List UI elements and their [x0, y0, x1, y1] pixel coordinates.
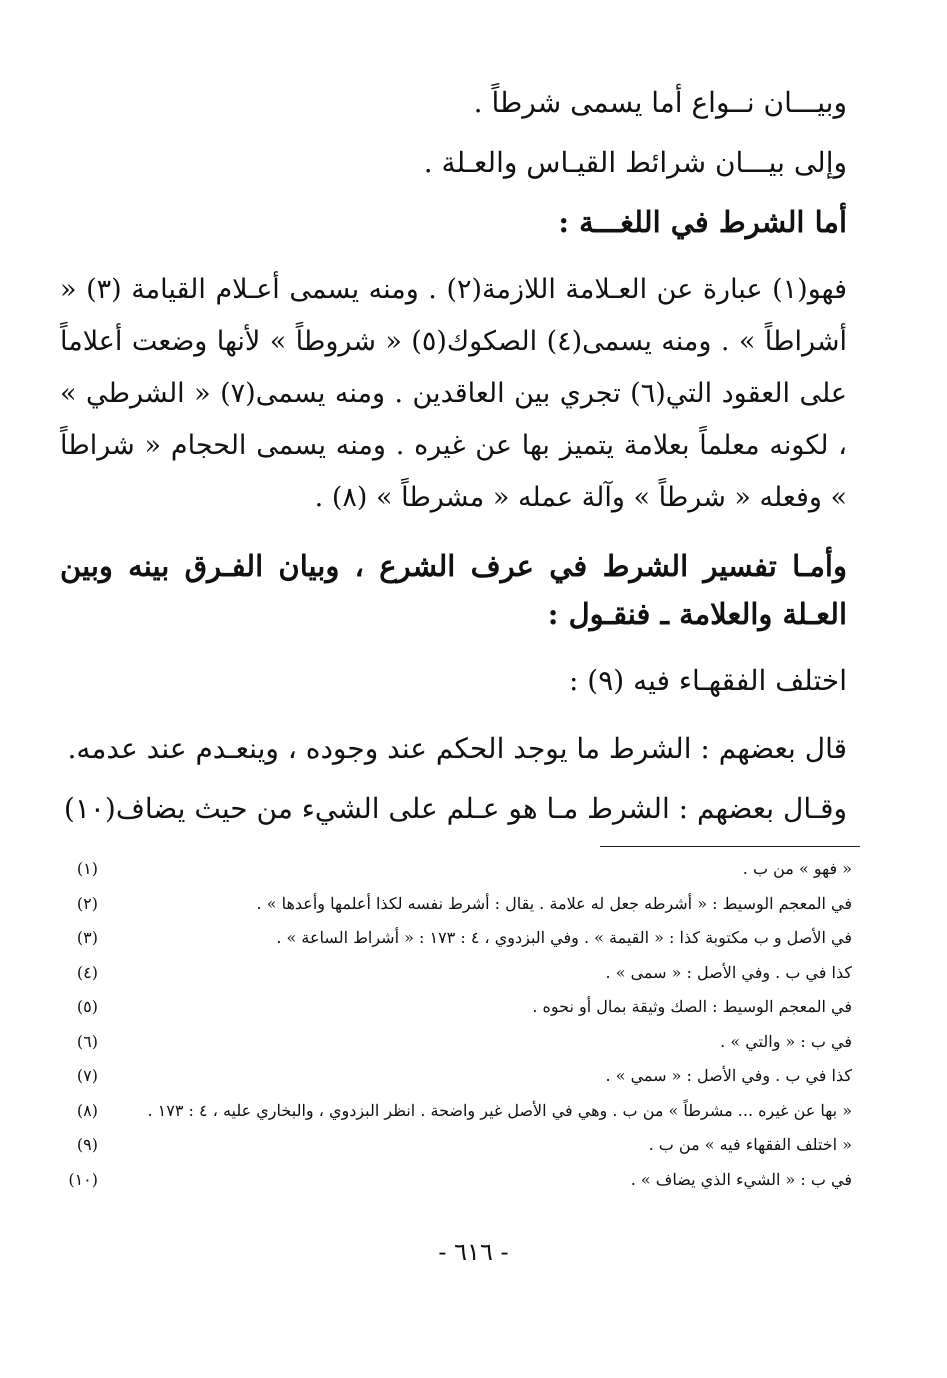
paragraph-language-definition: فهو(١) عبارة عن العـلامة اللازمة(٢) . ومنه يسمى أعـلام القيامة (٣) « أشراطاً » . ومنه يسمى(٤) الصكوك(٥) « شروطاً » لأنها وضعت أعلاماً على العقود التي(٦) تجري بين العاقدين . ومنه يسمى(٧) « الشرطي » ، لكونه معلماً بعلامة يتميز بها عن غيره . ومنه يسمى الحجام « شراطاً » وفعله « شرطاً » وآلة عمله « مشرطاً » (٨) .	[60, 274, 848, 513]
footnote-item	[60, 990, 852, 1025]
footnote-item	[60, 1163, 852, 1198]
footnote-item	[60, 1128, 852, 1163]
footnote-item	[60, 921, 852, 956]
footnote-number: (٢)	[76, 893, 98, 913]
footnote-text: « اختلف الفقهاء فيه » من ب .	[648, 1135, 852, 1154]
quote-line-1: قال بعضهم : الشرط ما يوجد الحكم عند وجوده ، وينعـدم عند عدمه.	[67, 732, 847, 765]
footnote-item	[60, 852, 852, 887]
intro-line-2: وإلى بيـــان شرائط القيـاس والعـلة .	[423, 146, 847, 179]
footnote-number: (٤)	[76, 962, 98, 982]
section-heading-definition: وأمـا تفسير الشرط في عرف الشرع ، وبيان الفـرق بينه وبين العـلة والعلامة ـ فنقـول :	[60, 549, 847, 631]
intro-line-1: وبيـــان نــواع أما يسمى شرطاً .	[473, 86, 847, 119]
footnote-text: في ب : « والتي » .	[720, 1031, 852, 1051]
footnote-text: « فهو » من ب .	[742, 859, 852, 878]
footnote-text: في المعجم الوسيط : « أشرطه جعل له علامة . يقال : أشرط نفسه لكذا أعلمها وأعدها » .	[256, 893, 852, 913]
main-text	[60, 78, 847, 834]
section-heading-language: أما الشرط في اللغـــة :	[558, 205, 847, 239]
footnote-text: كذا في ب . وفي الأصل : « سمى » .	[605, 962, 852, 982]
footnote-divider	[600, 846, 860, 847]
footnote-text: في الأصل و ب مكتوبة كذا : « القيمة » . وفي البزدوي ، ٤ : ١٧٣ : « أشراط الساعة » .	[276, 928, 852, 947]
footnote-text: في ب : « الشيء الذي يضاف » .	[630, 1169, 852, 1189]
footnote-number: (٧)	[76, 1066, 98, 1085]
footnote-item	[60, 1059, 852, 1094]
footnote-number: (٣)	[76, 928, 98, 947]
footnote-item	[60, 956, 852, 991]
footnote-number: (١)	[76, 859, 98, 878]
disagreement-line: اختلف الفقهـاء فيه (٩) :	[568, 664, 847, 697]
footnote-number: (٩)	[76, 1135, 98, 1154]
page-number: - ٦١٦ -	[438, 1238, 509, 1266]
footnote-item	[60, 1025, 852, 1060]
footnote-number: (٨)	[76, 1100, 98, 1120]
footnote-text: كذا في ب . وفي الأصل : « سمي » .	[605, 1066, 852, 1085]
footnotes-list	[60, 852, 852, 1197]
footnote-text: في المعجم الوسيط : الصك وثيقة بمال أو نحوه .	[532, 997, 852, 1016]
footnote-item	[60, 1094, 852, 1129]
footnote-number: (١٠)	[68, 1169, 98, 1189]
footnote-number: (٦)	[76, 1031, 98, 1051]
quote-line-2: وقـال بعضهم : الشرط مـا هو عـلم على الشيء من حيث يضاف(١٠)	[63, 792, 847, 825]
footnote-number: (٥)	[76, 997, 98, 1016]
footnote-text: « بها عن غيره ... مشرطاً » من ب . وهي في الأصل غير واضحة . انظر البزدوي ، والبخاري عليه ، ٤ : ١٧٣ .	[147, 1100, 852, 1120]
footnote-item	[60, 887, 852, 922]
